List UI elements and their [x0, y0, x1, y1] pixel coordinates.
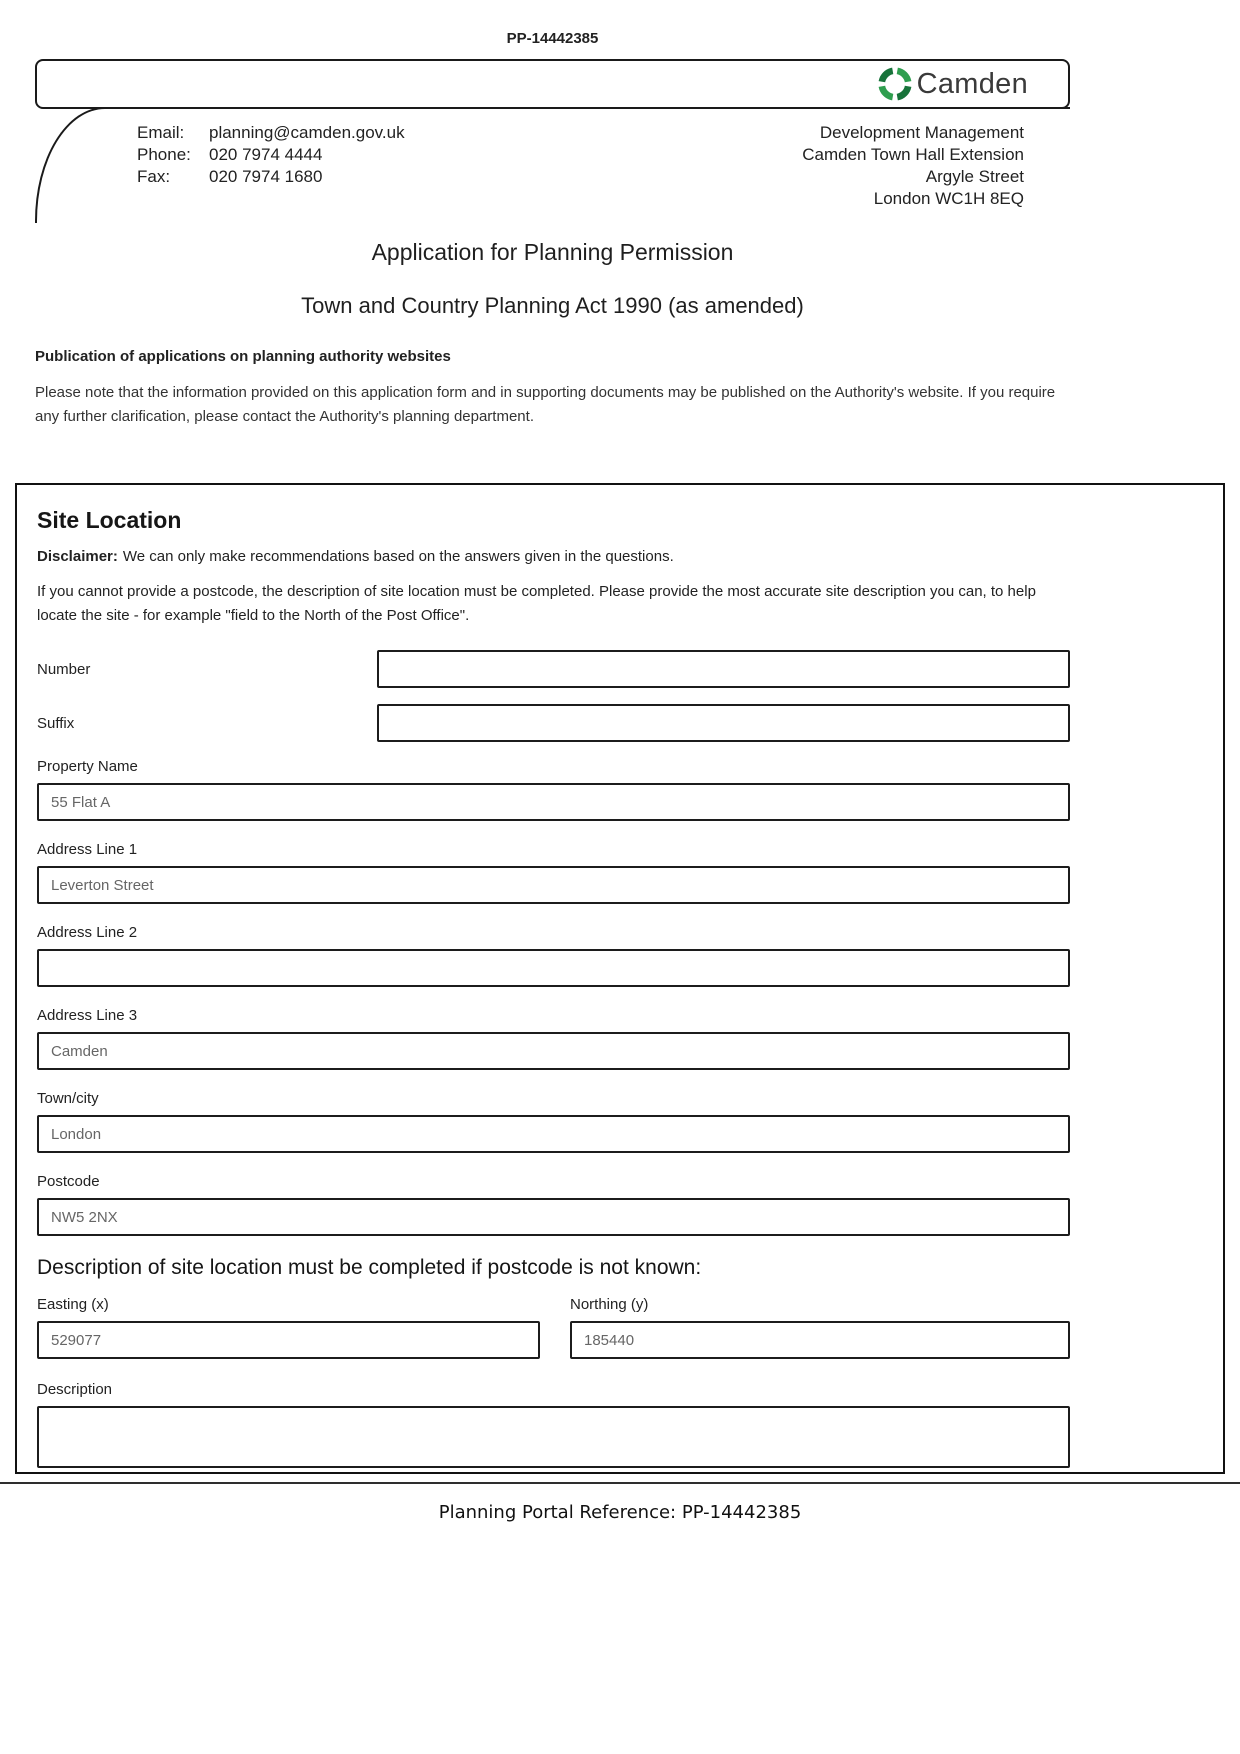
suffix-label: Suffix — [37, 714, 75, 732]
publication-heading: Publication of applications on planning authority websites — [35, 348, 451, 365]
form-title: Application for Planning Permission — [371, 239, 734, 265]
camden-logo-text: Camden — [916, 67, 1028, 100]
northing-label: Northing (y) — [570, 1296, 649, 1313]
fax-label: Fax: — [137, 167, 171, 186]
site-location-section — [15, 483, 1225, 1474]
form-subtitle: Town and Country Planning Act 1990 (as amended) — [301, 293, 804, 318]
camden-logo-icon — [876, 65, 914, 103]
contact-email-row — [137, 122, 405, 144]
field-address-line-1 — [37, 841, 1203, 904]
form-reference: PP-14442385 — [506, 30, 599, 47]
email-value: planning@camden.gov.uk — [209, 123, 405, 142]
number-input[interactable] — [377, 650, 1070, 688]
address-line-3: Argyle Street — [925, 167, 1024, 186]
town-city-input[interactable] — [37, 1115, 1070, 1153]
disclaimer-label: Disclaimer: — [37, 548, 118, 565]
easting-label: Easting (x) — [37, 1296, 109, 1313]
easting-input[interactable] — [37, 1321, 540, 1359]
address-line-3-label: Address Line 3 — [37, 1007, 138, 1024]
contact-details — [137, 122, 405, 223]
description-input[interactable] — [37, 1406, 1070, 1468]
page-divider — [0, 1482, 1240, 1484]
suffix-input[interactable] — [377, 704, 1070, 742]
phone-value: 020 7974 4444 — [209, 145, 323, 164]
portal-reference-footer: Planning Portal Reference: PP-14442385 — [438, 1502, 802, 1523]
postcode-input[interactable] — [37, 1198, 1070, 1236]
header-logo-box — [35, 59, 1070, 109]
publication-body: Please note that the information provided on this application form and in supporting documents may be published on the Authority's website. If you require any further clarification, please contact the Authority's planning department. — [35, 384, 1056, 425]
field-address-line-2 — [37, 924, 1203, 987]
address-line-4: London WC1H 8EQ — [873, 189, 1024, 208]
field-row-suffix — [37, 704, 1203, 742]
postcode-instructions: If you cannot provide a postcode, the description of site location must be completed. Please provide the most accurate site description you can, to help locate the site - for example "field to the North of the Post Office". — [37, 583, 1036, 624]
phone-label: Phone: — [137, 145, 191, 164]
property-name-label: Property Name — [37, 758, 138, 775]
site-location-title: Site Location — [37, 507, 182, 533]
contact-section — [35, 107, 1070, 223]
property-name-input[interactable] — [37, 783, 1070, 821]
camden-logo — [876, 65, 1028, 103]
town-city-label: Town/city — [37, 1090, 99, 1107]
field-address-line-3 — [37, 1007, 1203, 1070]
number-label: Number — [37, 660, 91, 678]
disclaimer — [37, 548, 1203, 565]
address-line-2: Camden Town Hall Extension — [802, 145, 1024, 164]
field-postcode — [37, 1173, 1203, 1236]
email-label: Email: — [137, 123, 185, 142]
contact-phone-row — [137, 144, 405, 166]
address-line-1: Development Management — [819, 123, 1024, 142]
postcode-label: Postcode — [37, 1173, 100, 1190]
address-line-1-input[interactable] — [37, 866, 1070, 904]
field-northing — [570, 1296, 1070, 1359]
fax-value: 020 7974 1680 — [209, 167, 323, 186]
description-heading: Description of site location must be completed if postcode is not known: — [37, 1256, 702, 1279]
address-line-2-label: Address Line 2 — [37, 924, 138, 941]
coordinates-row — [37, 1296, 1203, 1359]
description-label: Description — [37, 1381, 113, 1398]
contact-fax-row — [137, 166, 405, 188]
authority-address — [802, 122, 1024, 223]
field-easting — [37, 1296, 540, 1359]
address-line-2-input[interactable] — [37, 949, 1070, 987]
disclaimer-text: We can only make recommendations based on the answers given in the questions. — [122, 548, 674, 565]
field-description — [37, 1381, 1203, 1468]
address-line-3-input[interactable] — [37, 1032, 1070, 1070]
field-property-name — [37, 758, 1203, 821]
address-line-1-label: Address Line 1 — [37, 841, 138, 858]
field-row-number — [37, 650, 1203, 688]
field-town-city — [37, 1090, 1203, 1153]
northing-input[interactable] — [570, 1321, 1070, 1359]
